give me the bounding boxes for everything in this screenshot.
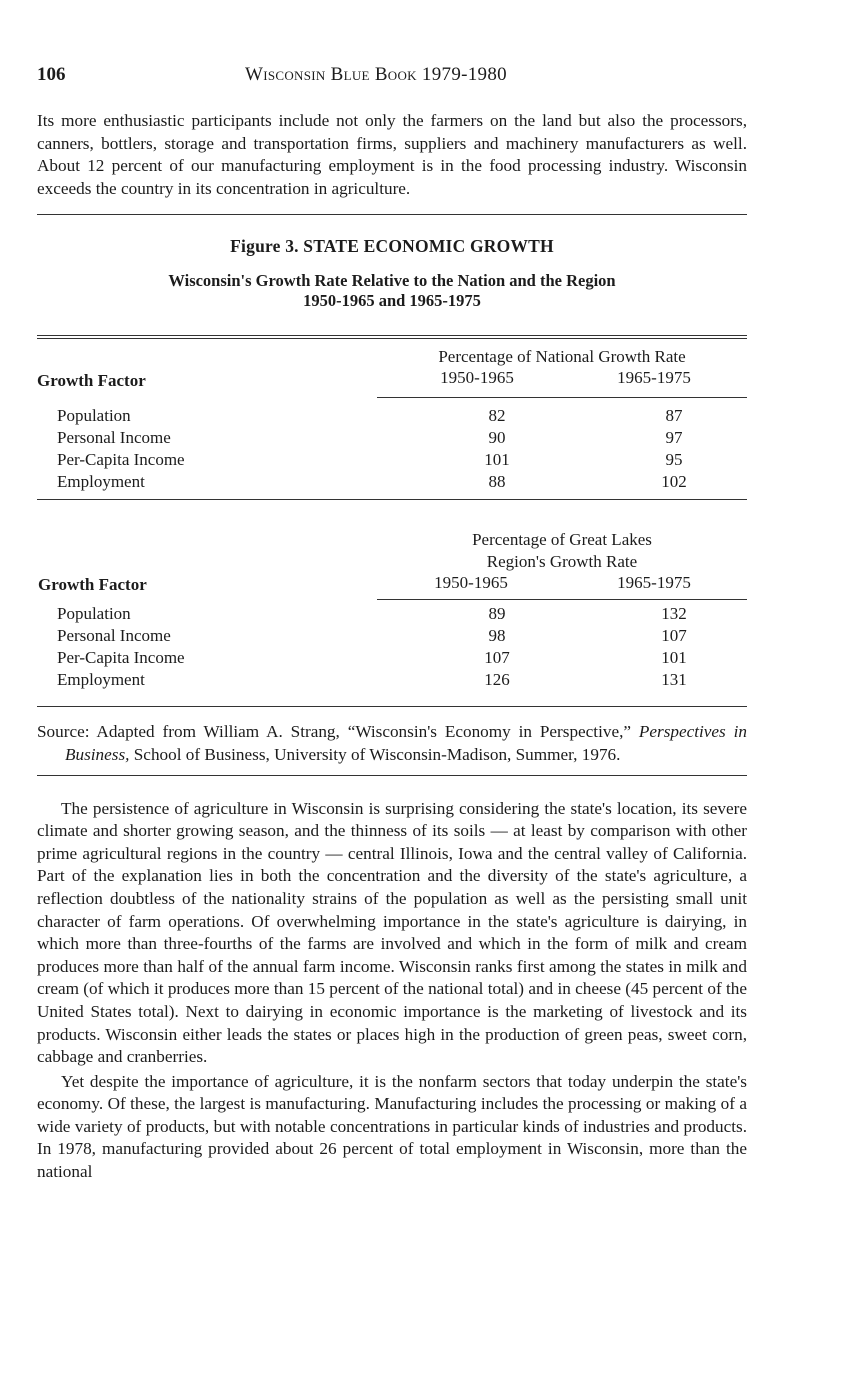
row-label: Employment [57,472,145,492]
period-header-1965-1975: 1965-1975 [617,368,691,388]
region-column-group-line1: Percentage of Great Lakes [472,530,652,550]
value-1965-1975: 102 [661,472,687,492]
body-paragraph: Yet despite the importance of agriculture, it is the nonfarm sectors that today underpin the state's economy. Of these, the largest is manufacturing. Manufacturing includes the processing or making of a wide variety of products, but with notable concentrations in particular kinds of industries and products. In 1978, manufacturing provided about 26 percent of total employment in Wisconsin, more than the national [37,1071,747,1182]
table-row [57,670,747,692]
value-1965-1975: 131 [661,670,687,690]
page [37,64,747,1184]
page-header [37,64,747,92]
value-1965-1975: 101 [661,648,687,668]
row-label: Per-Capita Income [57,450,185,470]
period-header-1950-1965: 1950-1965 [440,368,514,388]
figure-subtitle-line2: 1950-1965 and 1965-1975 [303,291,481,311]
table-row [57,626,747,648]
running-title: Wisconsin Blue Book 1979-1980 [245,64,507,85]
row-label: Personal Income [57,626,171,646]
region-column-group-header [377,529,747,573]
region-growth-table [37,500,747,688]
value-1965-1975: 95 [665,450,683,470]
table-row [57,472,747,494]
value-1950-1965: 126 [484,670,510,690]
table-row [57,648,747,670]
value-1950-1965: 82 [488,406,506,426]
period-header-1965-1975: 1965-1975 [617,573,691,593]
row-label: Personal Income [57,428,171,448]
value-1950-1965: 107 [484,648,510,668]
figure-top-rule [37,214,747,215]
intro-paragraph: Its more enthusiastic participants include not only the farmers on the land but also the processors, canners, bottlers, storage and transportation firms, suppliers and machinery manufacturers as well. About 12 percent of our manufacturing employment is in the food processing industry. Wisconsin exceeds the country in its concentration in agriculture. [37,111,747,198]
value-1950-1965: 98 [488,626,506,646]
row-label: Employment [57,670,145,690]
region-column-group-line2: Region's Growth Rate [486,552,638,572]
table-row [57,604,747,626]
figure-title: Figure 3. STATE ECONOMIC GROWTH [230,236,554,257]
figure-bottom-rule [37,775,747,776]
growth-factor-header: Growth Factor [38,575,147,595]
column-header-rule [377,599,747,600]
growth-factor-header: Growth Factor [37,371,146,391]
body-paragraph: The persistence of agriculture in Wisconsin is surprising considering the state's location, its severe climate and shorter growing season, and the thinness of its soils — at least by comparison with other prime agricultural regions in the country — central Illinois, Iowa and the central valley of California. Part of the explanation lies in both the concentration and the diversity of the state's agriculture, a reflection doubtless of the nationality strains of the population as well as the persisting small unit character of farm operations. Of overwhelming importance in the state's agriculture is dairying, in which more than three-fourths of the farms are involved and which in the form of milk and cream produces more than half of the annual farm income. Wisconsin ranks first among the states in milk and cream (of which it produces more than 15 percent of the national total) and in cheese (45 percent of the United States total). Next to dairying in economic importance is the marketing of livestock and its products. Wisconsin either leads the states or places high in the production of green peas, sweet corn, cabbage and cranberries. [37,798,747,1067]
value-1965-1975: 107 [661,626,687,646]
source-top-rule [37,706,747,707]
row-label: Population [57,604,131,624]
value-1950-1965: 88 [488,472,506,492]
source-prefix: Source: Adapted from William A. Strang, “Wisconsin's Economy in Perspective,” [37,722,639,742]
figure-subtitle [37,271,747,311]
table-row [57,450,747,472]
table-row [57,428,747,450]
value-1950-1965: 90 [488,428,506,448]
row-label: Population [57,406,131,426]
row-label: Per-Capita Income [57,648,185,668]
column-header-rule [377,397,747,398]
value-1950-1965: 89 [488,604,506,624]
value-1950-1965: 101 [484,450,510,470]
figure-source [37,721,747,766]
page-number: 106 [37,64,66,85]
source-publication: Perspectives in Business, [65,722,747,764]
value-1965-1975: 97 [665,428,683,448]
source-suffix: School of Business, University of Wisconsin-Madison, Summer, 1976. [129,744,621,764]
period-header-1950-1965: 1950-1965 [434,573,508,593]
value-1965-1975: 132 [661,604,687,624]
value-1965-1975: 87 [665,406,683,426]
figure-subtitle-line1: Wisconsin's Growth Rate Relative to the Nation and the Region [168,271,616,291]
table-row [57,406,747,428]
national-column-group-header: Percentage of National Growth Rate [438,347,686,367]
national-growth-table [37,339,747,499]
